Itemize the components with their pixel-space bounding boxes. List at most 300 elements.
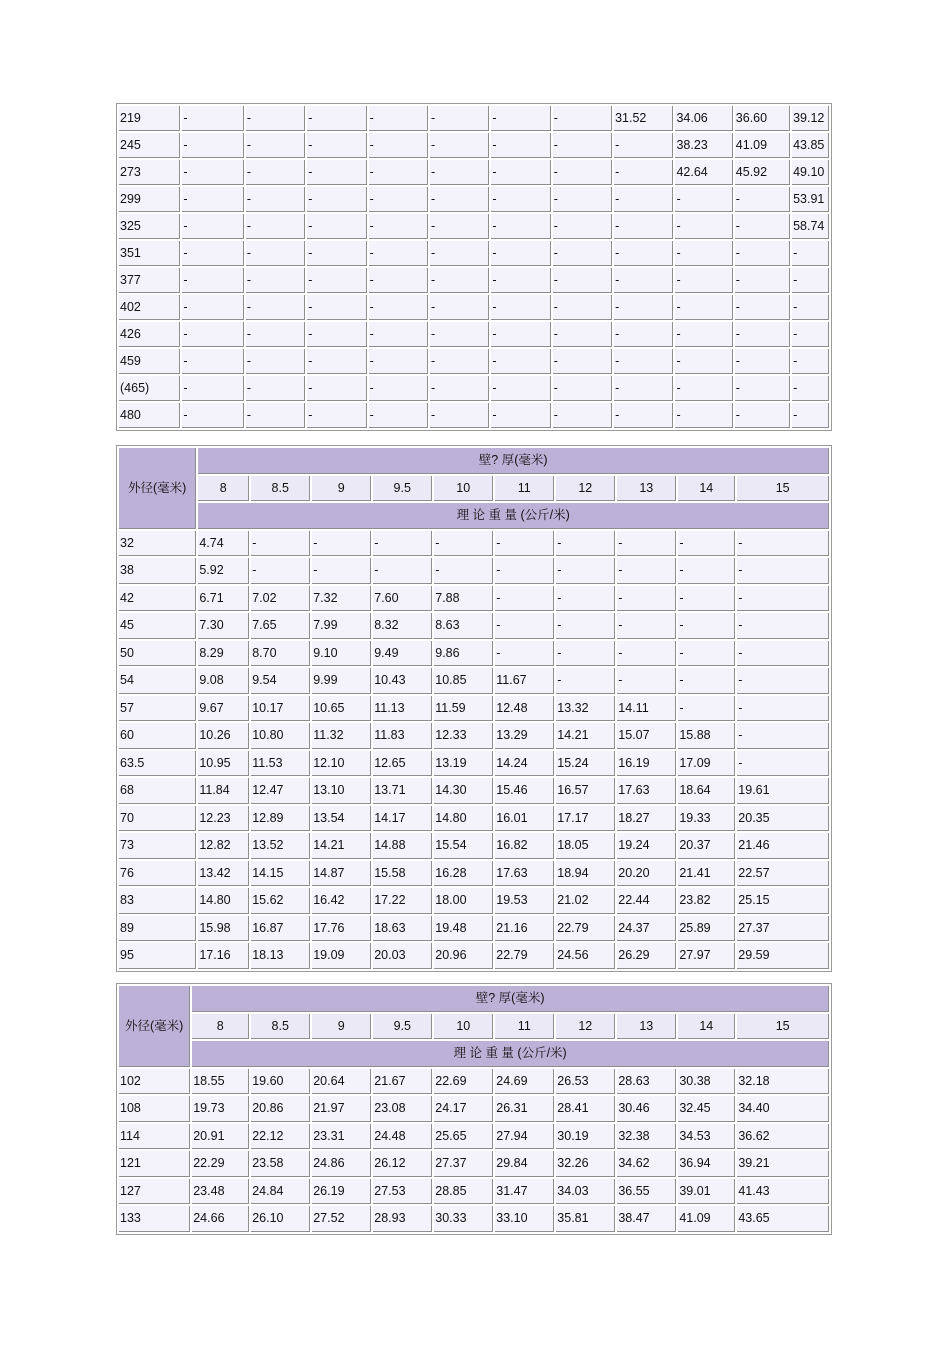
outer-diameter-cell: 50 [119,641,196,667]
weight-cell: - [246,349,305,374]
weight-cell: - [678,668,735,694]
weight-cell: - [182,403,243,428]
weight-cell: - [675,349,732,374]
weight-cell: - [369,133,428,158]
table-row [119,322,829,347]
weight-cell: - [430,214,489,239]
weight-cell: 27.97 [678,943,735,969]
table-row [119,160,829,185]
weight-cell: - [369,349,428,374]
weight-cell: 14.80 [198,888,249,914]
weight-cell: 9.67 [198,696,249,722]
thickness-header-cell: 8.5 [251,1014,310,1040]
weight-cell: - [182,268,243,293]
weight-cell: 21.97 [312,1096,371,1122]
weight-cell: 18.27 [617,806,676,832]
weight-cell: - [430,268,489,293]
wall-thickness-header: 壁? 厚(毫米) [198,448,829,474]
weight-cell: - [307,376,366,401]
weight-cell: - [553,376,612,401]
weight-cell: 23.08 [373,1096,432,1122]
table-row [119,668,829,694]
weight-cell: 28.85 [434,1179,493,1205]
weight-cell: 41.09 [735,133,790,158]
outer-diameter-cell: 38 [119,558,196,584]
weight-cell: 27.94 [495,1124,554,1150]
outer-diameter-cell: 70 [119,806,196,832]
table-row [119,133,829,158]
table-row [119,641,829,667]
outer-diameter-cell: 121 [119,1151,190,1177]
outer-diameter-cell: 73 [119,833,196,859]
weight-cell: 25.65 [434,1124,493,1150]
weight-cell: 15.58 [373,861,432,887]
weight-cell: - [737,641,829,667]
thickness-header-cell: 13 [617,1014,676,1040]
weight-cell: 7.32 [312,586,371,612]
weight-cell: 36.94 [678,1151,735,1177]
weight-cell: 53.91 [792,187,829,212]
weight-cell: - [307,106,366,131]
thickness-header-cell: 8.5 [251,476,310,502]
weight-cell: - [556,586,615,612]
thickness-header-cell: 8 [192,1014,249,1040]
weight-cell: 34.53 [678,1124,735,1150]
weight-cell: 13.10 [312,778,371,804]
weight-cell: 17.09 [678,751,735,777]
table-row [119,349,829,374]
weight-cell: - [614,322,673,347]
weight-cell: - [553,268,612,293]
weight-cell: 23.48 [192,1179,249,1205]
thickness-header-cell: 9 [312,476,371,502]
table-body [119,106,829,428]
weight-cell: - [553,322,612,347]
weight-cell: - [617,613,676,639]
weight-cell: 27.37 [737,916,829,942]
weight-cell: 14.30 [434,778,493,804]
table-row [119,241,829,266]
outer-diameter-cell: 57 [119,696,196,722]
weight-cell: 19.53 [495,888,554,914]
weight-cell: - [675,187,732,212]
table-row [119,1179,829,1205]
weight-cell: 12.23 [198,806,249,832]
weight-cell: - [735,295,790,320]
weight-cell: - [678,586,735,612]
weight-cell: 36.60 [735,106,790,131]
weight-cell: 24.84 [251,1179,310,1205]
weight-cell: 18.13 [251,943,310,969]
weight-cell: 15.46 [495,778,554,804]
weight-cell: - [737,558,829,584]
weight-cell: - [430,133,489,158]
thickness-header-cell: 9 [312,1014,371,1040]
outer-diameter-cell: 351 [119,241,180,266]
theoretical-weight-header: 理 论 重 量 (公斤/米) [198,503,829,529]
weight-cell: 15.62 [251,888,310,914]
weight-cell: 14.15 [251,861,310,887]
weight-cell: 13.29 [495,723,554,749]
weight-cell: 13.54 [312,806,371,832]
weight-cell: - [737,723,829,749]
weight-cell: 22.44 [617,888,676,914]
weight-cell: - [307,160,366,185]
table-row [119,778,829,804]
weight-cell: 21.02 [556,888,615,914]
weight-cell: - [307,241,366,266]
weight-cell: 17.63 [617,778,676,804]
weight-cell: - [369,295,428,320]
table-row [119,833,829,859]
weight-cell: 58.74 [792,214,829,239]
weight-cell: 20.64 [312,1069,371,1095]
weight-cell: 11.53 [251,751,310,777]
weight-cell: - [737,531,829,557]
weight-cell: - [614,268,673,293]
weight-cell: - [675,322,732,347]
weight-cell: - [246,214,305,239]
weight-cell: 38.23 [675,133,732,158]
weight-cell: 20.96 [434,943,493,969]
weight-cell: 17.17 [556,806,615,832]
weight-cell: - [675,214,732,239]
weight-cell: 22.79 [495,943,554,969]
weight-cell: 43.85 [792,133,829,158]
weight-cell: - [792,403,829,428]
weight-cell: 11.59 [434,696,493,722]
weight-cell: 13.52 [251,833,310,859]
table-row [119,214,829,239]
weight-cell: - [556,668,615,694]
weight-cell: 16.28 [434,861,493,887]
weight-cell: - [491,133,550,158]
weight-cell: - [735,187,790,212]
weight-cell: 11.13 [373,696,432,722]
weight-cell: - [491,322,550,347]
weight-cell: 18.00 [434,888,493,914]
weight-cell: 12.89 [251,806,310,832]
weight-cell: - [434,558,493,584]
weight-cell: - [430,241,489,266]
thickness-header-cell: 9.5 [373,476,432,502]
weight-cell: - [735,241,790,266]
weight-cell: - [556,531,615,557]
weight-cell: - [369,322,428,347]
weight-cell: 6.71 [198,586,249,612]
weight-cell: 19.48 [434,916,493,942]
weight-cell: - [491,187,550,212]
weight-cell: - [430,106,489,131]
weight-cell: 13.19 [434,751,493,777]
weight-cell: 14.80 [434,806,493,832]
weight-cell: 10.17 [251,696,310,722]
weight-cell: 28.63 [617,1069,676,1095]
weight-cell: 26.19 [312,1179,371,1205]
weight-cell: - [182,241,243,266]
weight-cell: - [369,187,428,212]
weight-cell: 34.40 [737,1096,829,1122]
weight-cell: - [430,187,489,212]
weight-cell: 34.03 [556,1179,615,1205]
outer-diameter-cell: 63.5 [119,751,196,777]
weight-cell: 14.21 [556,723,615,749]
weight-cell: - [182,214,243,239]
weight-cell: 9.86 [434,641,493,667]
weight-cell: - [553,214,612,239]
weight-cell: - [307,349,366,374]
table-row [119,861,829,887]
weight-cell: 14.17 [373,806,432,832]
weight-cell: - [614,214,673,239]
outer-diameter-cell: 299 [119,187,180,212]
weight-cell: - [307,214,366,239]
weight-cell: - [614,187,673,212]
weight-cell: - [553,295,612,320]
outer-diameter-cell: 108 [119,1096,190,1122]
weight-cell: - [373,531,432,557]
outer-diameter-cell: 325 [119,214,180,239]
weight-cell: - [737,751,829,777]
weight-cell: - [307,322,366,347]
table-row [119,295,829,320]
weight-cell: 14.24 [495,751,554,777]
weight-cell: - [430,160,489,185]
weight-cell: 24.56 [556,943,615,969]
weight-cell: - [735,322,790,347]
weight-cell: 20.86 [251,1096,310,1122]
weight-cell: 13.42 [198,861,249,887]
weight-cell: 23.31 [312,1124,371,1150]
wall-thickness-header: 壁? 厚(毫米) [192,986,829,1012]
weight-cell: 10.80 [251,723,310,749]
weight-cell: 26.31 [495,1096,554,1122]
table-row [119,888,829,914]
thickness-header-row [119,476,829,502]
weight-cell: 29.59 [737,943,829,969]
table-row [119,1151,829,1177]
weight-cell: - [495,531,554,557]
weight-cell: 32.38 [617,1124,676,1150]
weight-cell: 10.95 [198,751,249,777]
weight-cell: - [553,187,612,212]
weight-cell: 4.74 [198,531,249,557]
weight-cell: - [556,613,615,639]
weight-cell: 12.65 [373,751,432,777]
weight-cell: - [430,322,489,347]
weight-cell: 22.57 [737,861,829,887]
weight-cell: 39.12 [792,106,829,131]
weight-cell: 9.08 [198,668,249,694]
weight-cell: - [491,349,550,374]
weight-cell: - [307,268,366,293]
weight-cell: - [491,403,550,428]
weight-cell: 8.32 [373,613,432,639]
weight-cell: - [737,613,829,639]
weight-cell: - [491,160,550,185]
weight-cell: 13.32 [556,696,615,722]
weight-cell: - [614,376,673,401]
weight-cell: - [675,403,732,428]
weight-cell: - [735,376,790,401]
weight-cell: - [614,241,673,266]
weight-cell: - [182,295,243,320]
table-row [119,1206,829,1232]
weight-cell: 41.09 [678,1206,735,1232]
weight-cell: - [678,641,735,667]
weight-cell: 13.71 [373,778,432,804]
weight-cell: 9.49 [373,641,432,667]
weight-cell: 20.35 [737,806,829,832]
weight-cell: 38.47 [617,1206,676,1232]
weight-cell: - [369,376,428,401]
thickness-header-cell: 14 [678,1014,735,1040]
weight-cell: - [369,214,428,239]
weight-cell: 26.53 [556,1069,615,1095]
weight-cell: 12.33 [434,723,493,749]
weight-cell: 25.89 [678,916,735,942]
weight-cell: 30.46 [617,1096,676,1122]
outer-diameter-cell: 459 [119,349,180,374]
weight-cell: - [246,322,305,347]
weight-cell: - [251,558,310,584]
weight-cell: 14.21 [312,833,371,859]
weight-cell: - [792,349,829,374]
weight-cell: - [307,403,366,428]
thickness-header-cell: 9.5 [373,1014,432,1040]
weight-cell: 39.21 [737,1151,829,1177]
weight-cell: 27.53 [373,1179,432,1205]
weight-cell: - [553,349,612,374]
weight-cell: 45.92 [735,160,790,185]
weight-cell: 16.42 [312,888,371,914]
weight-cell: - [312,531,371,557]
weight-cell: - [251,531,310,557]
table-row [119,613,829,639]
weight-cell: 36.62 [737,1124,829,1150]
weight-cell: - [617,531,676,557]
outer-diameter-cell: 42 [119,586,196,612]
weight-cell: - [182,322,243,347]
weight-cell: 14.87 [312,861,371,887]
table-row [119,586,829,612]
table-row [119,531,829,557]
weight-cell: 20.03 [373,943,432,969]
weight-cell: 8.29 [198,641,249,667]
outer-diameter-cell: 45 [119,613,196,639]
weight-cell: - [678,696,735,722]
outer-diameter-cell: (465) [119,376,180,401]
weight-cell: 22.79 [556,916,615,942]
weight-cell: 16.19 [617,751,676,777]
weight-cell: 21.41 [678,861,735,887]
outer-diameter-cell: 60 [119,723,196,749]
weight-cell: 16.57 [556,778,615,804]
outer-diameter-cell: 426 [119,322,180,347]
weight-cell: 28.93 [373,1206,432,1232]
table-row [119,187,829,212]
weight-cell: 24.37 [617,916,676,942]
weight-cell: - [792,268,829,293]
weight-cell: 32.18 [737,1069,829,1095]
weight-cell: - [182,160,243,185]
thickness-header-cell: 12 [556,476,615,502]
weight-cell: - [495,613,554,639]
weight-cell: 26.29 [617,943,676,969]
weight-cell: 15.24 [556,751,615,777]
weight-cell: 15.07 [617,723,676,749]
thickness-header-cell: 15 [737,476,829,502]
weight-cell: - [369,160,428,185]
weight-cell: - [430,376,489,401]
outer-diameter-cell: 76 [119,861,196,887]
weight-cell: - [792,376,829,401]
weight-cell: 9.54 [251,668,310,694]
weight-cell: 26.12 [373,1151,432,1177]
weight-cell: 19.24 [617,833,676,859]
weight-cell: 21.16 [495,916,554,942]
weight-cell: - [307,295,366,320]
outer-diameter-header: 外径(毫米) [119,448,196,529]
weight-cell: 24.66 [192,1206,249,1232]
outer-diameter-cell: 32 [119,531,196,557]
weight-cell: - [737,696,829,722]
weight-cell: 17.63 [495,861,554,887]
weight-cell: - [675,241,732,266]
table-row [119,558,829,584]
weight-cell: 34.06 [675,106,732,131]
weight-cell: - [430,403,489,428]
weight-cell: - [614,133,673,158]
table-row [119,723,829,749]
outer-diameter-cell: 114 [119,1124,190,1150]
weight-cell: 33.10 [495,1206,554,1232]
weight-cell: - [182,187,243,212]
weight-cell: - [369,241,428,266]
table-row [119,806,829,832]
weight-cell: 7.88 [434,586,493,612]
weight-cell: 19.61 [737,778,829,804]
weight-cell: 10.85 [434,668,493,694]
weight-cell: 9.99 [312,668,371,694]
weight-cell: - [246,295,305,320]
weight-cell: - [369,403,428,428]
weight-cell: - [491,268,550,293]
weight-table-section-1 [116,103,832,431]
weight-cell: 26.10 [251,1206,310,1232]
weight-cell: - [246,268,305,293]
weight-cell: - [246,106,305,131]
outer-diameter-cell: 95 [119,943,196,969]
weight-cell: - [675,268,732,293]
weight-cell: 16.87 [251,916,310,942]
weight-cell: - [491,214,550,239]
weight-cell: 15.54 [434,833,493,859]
table-row [119,696,829,722]
weight-cell: 15.88 [678,723,735,749]
weight-cell: - [617,668,676,694]
thickness-header-cell: 8 [198,476,249,502]
weight-cell: - [737,668,829,694]
weight-cell: 11.83 [373,723,432,749]
weight-cell: - [246,403,305,428]
outer-diameter-cell: 402 [119,295,180,320]
weight-cell: 19.33 [678,806,735,832]
weight-cell: 11.32 [312,723,371,749]
thickness-header-cell: 10 [434,476,493,502]
weight-cell: 17.16 [198,943,249,969]
table-row [119,376,829,401]
